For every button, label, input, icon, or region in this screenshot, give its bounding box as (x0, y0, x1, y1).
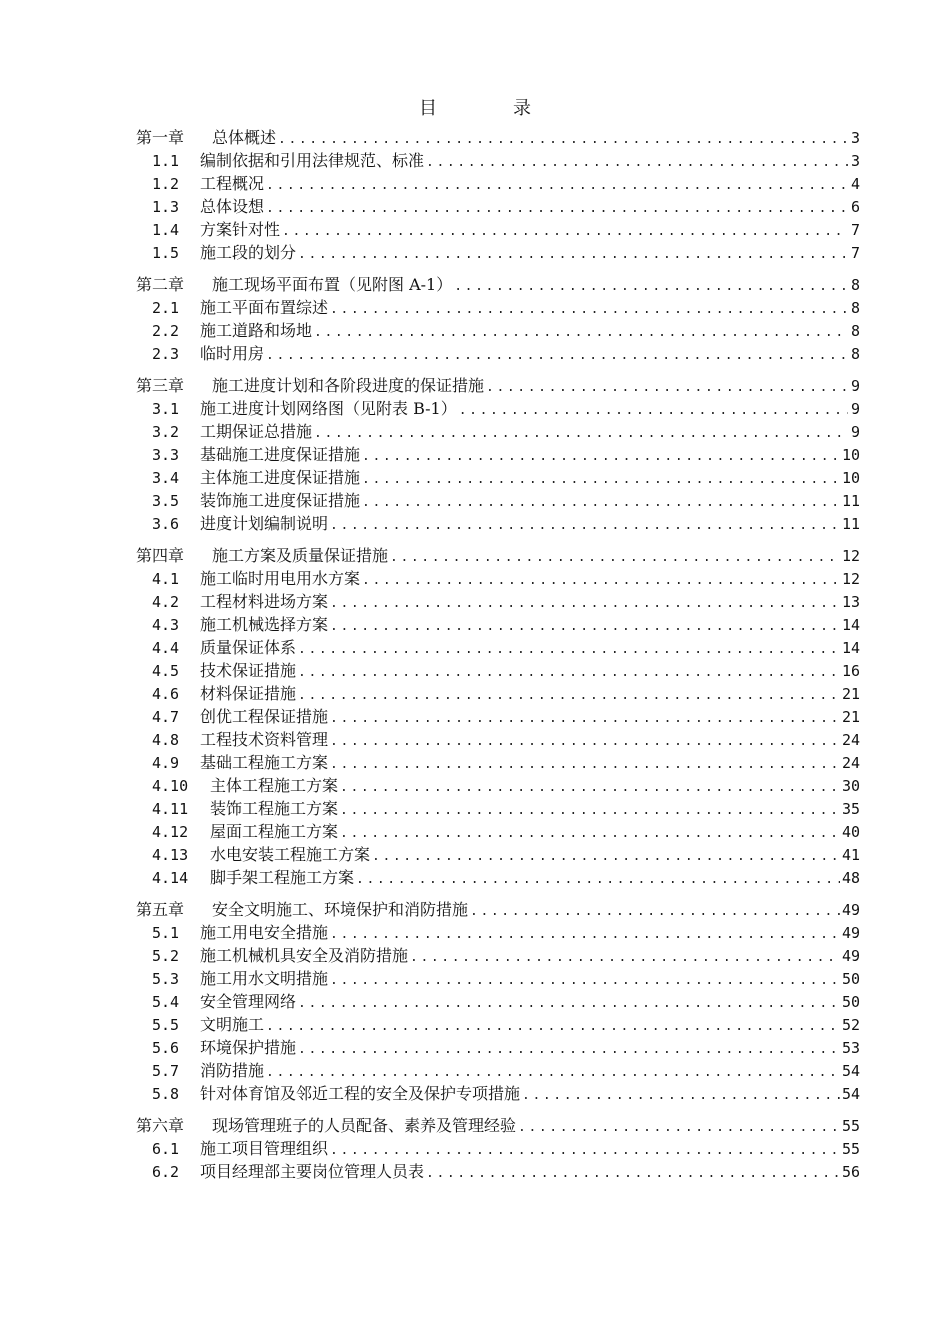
toc-entry-number: 3.3 (152, 446, 180, 464)
toc-page-number: 4 (850, 175, 860, 193)
toc-entry-title: 临时用房 (200, 344, 265, 363)
toc-section-entry[interactable] (136, 967, 860, 990)
toc-section-entry[interactable] (136, 195, 860, 218)
toc-entry-number: 1.3 (152, 198, 180, 216)
toc-section-entry[interactable] (136, 921, 860, 944)
toc-section-entry[interactable] (136, 567, 860, 590)
toc-page-number: 9 (850, 400, 860, 418)
toc-chapter-entry[interactable] (136, 273, 860, 296)
toc-dot-leader (518, 1116, 840, 1137)
toc-entry-title: 主体工程施工方案 (210, 776, 339, 795)
toc-entry-number: 5.6 (152, 1039, 180, 1057)
toc-entry-title: 工程技术资料管理 (200, 730, 329, 749)
toc-section-entry[interactable] (136, 705, 860, 728)
toc-entry-title: 安全管理网络 (200, 992, 297, 1011)
toc-entry-number: 3.6 (152, 515, 180, 533)
toc-entry-title: 屋面工程施工方案 (210, 822, 339, 841)
toc-page-number: 24 (841, 731, 860, 749)
toc-entry-number: 4.11 (152, 800, 189, 818)
toc-section-entry[interactable] (136, 512, 860, 535)
toc-entry-title: 施工机械机具安全及消防措施 (200, 946, 409, 965)
toc-entry-number: 5.2 (152, 947, 180, 965)
toc-page-number: 21 (841, 708, 860, 726)
toc-entry-number: 4.4 (152, 639, 180, 657)
toc-page-number: 14 (841, 639, 860, 657)
toc-entry-number: 3.4 (152, 469, 180, 487)
toc-dot-leader (340, 799, 840, 820)
toc-section-entry[interactable] (136, 797, 860, 820)
toc-page-number: 35 (841, 800, 860, 818)
toc-entry-title: 现场管理班子的人员配备、素养及管理经验 (212, 1116, 517, 1135)
toc-entry-number: 1.5 (152, 244, 180, 262)
table-of-contents (136, 126, 860, 1183)
toc-entry-number: 2.3 (152, 345, 180, 363)
toc-page-number: 13 (841, 593, 860, 611)
toc-entry-title: 施工段的划分 (200, 243, 297, 262)
toc-dot-leader (330, 707, 840, 728)
toc-section-entry[interactable] (136, 1013, 860, 1036)
toc-entry-number: 1.1 (152, 152, 180, 170)
toc-entry-title: 施工道路和场地 (200, 321, 313, 340)
toc-chapter-entry[interactable] (136, 374, 860, 397)
toc-dot-leader (340, 822, 840, 843)
toc-dot-leader (522, 1084, 840, 1105)
toc-page-number: 9 (850, 423, 860, 441)
toc-page-number: 54 (841, 1062, 860, 1080)
toc-section-entry[interactable] (136, 218, 860, 241)
toc-entry-number: 5.8 (152, 1085, 180, 1103)
toc-page-number: 7 (850, 221, 860, 239)
toc-section-entry[interactable] (136, 843, 860, 866)
toc-entry-number: 4.14 (152, 869, 189, 887)
toc-entry-title: 基础施工进度保证措施 (200, 445, 361, 464)
toc-section-entry[interactable] (136, 659, 860, 682)
toc-entry-title: 编制依据和引用法律规范、标准 (200, 151, 425, 170)
toc-dot-leader (330, 592, 840, 613)
toc-entry-title: 装饰工程施工方案 (210, 799, 339, 818)
toc-entry-number: 5.1 (152, 924, 180, 942)
toc-entry-number: 2.2 (152, 322, 180, 340)
toc-page-number: 53 (841, 1039, 860, 1057)
toc-page-number: 8 (850, 299, 860, 317)
toc-page-number: 50 (841, 993, 860, 1011)
toc-dot-leader (426, 151, 848, 172)
toc-entry-title: 施工项目管理组织 (200, 1139, 329, 1158)
toc-dot-leader (266, 344, 848, 365)
toc-entry-number: 4.13 (152, 846, 189, 864)
toc-entry-title: 脚手架工程施工方案 (210, 868, 355, 887)
toc-entry-title: 总体设想 (200, 197, 265, 216)
toc-entry-number: 5.7 (152, 1062, 180, 1080)
toc-page-number: 16 (841, 662, 860, 680)
toc-entry-title: 文明施工 (200, 1015, 265, 1034)
toc-page-number: 8 (850, 345, 860, 363)
toc-entry-number: 4.3 (152, 616, 180, 634)
toc-section-entry[interactable] (136, 319, 860, 342)
toc-dot-leader (470, 900, 840, 921)
toc-entry-number: 2.1 (152, 299, 180, 317)
toc-entry-number: 5.4 (152, 993, 180, 1011)
page-title (0, 94, 950, 120)
toc-entry-title: 装饰施工进度保证措施 (200, 491, 361, 510)
toc-entry-title: 施工用水文明措施 (200, 969, 329, 988)
toc-section-entry[interactable] (136, 172, 860, 195)
toc-section-entry[interactable] (136, 590, 860, 613)
toc-page-number: 49 (841, 901, 860, 919)
toc-entry-title: 项目经理部主要岗位管理人员表 (200, 1162, 425, 1181)
toc-dot-leader (330, 753, 840, 774)
toc-entry-title: 施工进度计划网络图（见附表 B-1） (200, 399, 457, 418)
toc-dot-leader (298, 684, 840, 705)
toc-entry-title: 环境保护措施 (200, 1038, 297, 1057)
toc-entry-title: 工程材料进场方案 (200, 592, 329, 611)
toc-entry-title: 施工用电安全措施 (200, 923, 329, 942)
toc-section-entry[interactable] (136, 944, 860, 967)
toc-page-number: 12 (841, 570, 860, 588)
toc-page-number: 10 (841, 446, 860, 464)
toc-page-number: 21 (841, 685, 860, 703)
toc-section-entry[interactable] (136, 866, 860, 889)
toc-entry-title: 技术保证措施 (200, 661, 297, 680)
toc-entry-number: 6.2 (152, 1163, 180, 1181)
toc-page-number: 50 (841, 970, 860, 988)
toc-dot-leader (362, 569, 840, 590)
toc-entry-title: 安全文明施工、环境保护和消防措施 (212, 900, 469, 919)
toc-section-entry[interactable] (136, 149, 860, 172)
toc-entry-number: 第六章 (136, 1116, 185, 1135)
toc-entry-title: 消防措施 (200, 1061, 265, 1080)
toc-section-entry[interactable] (136, 443, 860, 466)
toc-section-entry[interactable] (136, 1160, 860, 1183)
toc-entry-number: 4.5 (152, 662, 180, 680)
toc-page-number: 7 (850, 244, 860, 262)
toc-page-number: 55 (841, 1117, 860, 1135)
toc-dot-leader (266, 174, 848, 195)
toc-page-number: 14 (841, 616, 860, 634)
toc-chapter-entry[interactable] (136, 544, 860, 567)
toc-dot-leader (340, 776, 840, 797)
toc-entry-number: 第五章 (136, 900, 185, 919)
toc-dot-leader (298, 1038, 840, 1059)
toc-dot-leader (314, 422, 848, 443)
toc-dot-leader (330, 730, 840, 751)
toc-entry-number: 4.10 (152, 777, 189, 795)
toc-section-entry[interactable] (136, 1137, 860, 1160)
toc-section-entry[interactable] (136, 613, 860, 636)
toc-entry-title: 基础工程施工方案 (200, 753, 329, 772)
toc-section-entry[interactable] (136, 296, 860, 319)
toc-entry-title: 材料保证措施 (200, 684, 297, 703)
toc-dot-leader (459, 399, 848, 420)
toc-dot-leader (454, 275, 848, 296)
toc-dot-leader (426, 1162, 840, 1183)
toc-page-number: 56 (841, 1163, 860, 1181)
toc-dot-leader (486, 376, 848, 397)
toc-page-number: 10 (841, 469, 860, 487)
toc-section-entry[interactable] (136, 751, 860, 774)
toc-entry-title: 工期保证总措施 (200, 422, 313, 441)
toc-dot-leader (278, 128, 848, 149)
toc-entry-number: 5.3 (152, 970, 180, 988)
toc-dot-leader (314, 321, 848, 342)
toc-entry-title: 总体概述 (212, 128, 277, 147)
toc-section-entry[interactable] (136, 990, 860, 1013)
toc-dot-leader (330, 923, 840, 944)
toc-section-entry[interactable] (136, 466, 860, 489)
toc-dot-leader (330, 514, 840, 535)
toc-page-number: 54 (841, 1085, 860, 1103)
toc-entry-number: 4.7 (152, 708, 180, 726)
toc-page-number: 41 (841, 846, 860, 864)
toc-dot-leader (372, 845, 840, 866)
toc-dot-leader (298, 243, 848, 264)
toc-entry-number: 4.9 (152, 754, 180, 772)
toc-entry-number: 1.4 (152, 221, 180, 239)
toc-entry-number: 4.1 (152, 570, 180, 588)
toc-entry-number: 第四章 (136, 546, 185, 565)
toc-entry-number: 第一章 (136, 128, 185, 147)
toc-entry-title: 方案针对性 (200, 220, 281, 239)
toc-dot-leader (298, 638, 840, 659)
toc-section-entry[interactable] (136, 682, 860, 705)
toc-entry-title: 施工方案及质量保证措施 (212, 546, 389, 565)
toc-page-number: 3 (850, 129, 860, 147)
toc-entry-title: 主体施工进度保证措施 (200, 468, 361, 487)
title-char-1: 目 (419, 98, 437, 119)
toc-entry-number: 6.1 (152, 1140, 180, 1158)
toc-page-number: 3 (850, 152, 860, 170)
toc-dot-leader (266, 1061, 840, 1082)
toc-chapter-entry[interactable] (136, 126, 860, 149)
toc-entry-number: 3.2 (152, 423, 180, 441)
toc-dot-leader (362, 491, 840, 512)
toc-dot-leader (330, 298, 848, 319)
toc-page-number: 11 (841, 515, 860, 533)
toc-entry-title: 质量保证体系 (200, 638, 297, 657)
toc-entry-number: 第二章 (136, 275, 185, 294)
toc-section-entry[interactable] (136, 636, 860, 659)
toc-chapter-entry[interactable] (136, 1114, 860, 1137)
toc-page-number: 9 (850, 377, 860, 395)
toc-page-number: 6 (850, 198, 860, 216)
toc-section-entry[interactable] (136, 489, 860, 512)
toc-section-entry[interactable] (136, 397, 860, 420)
toc-page-number: 52 (841, 1016, 860, 1034)
toc-page-number: 49 (841, 924, 860, 942)
toc-dot-leader (410, 946, 840, 967)
toc-entry-title: 工程概况 (200, 174, 265, 193)
toc-entry-title: 创优工程保证措施 (200, 707, 329, 726)
toc-entry-title: 针对体育馆及邻近工程的安全及保护专项措施 (200, 1084, 521, 1103)
toc-page-number: 11 (841, 492, 860, 510)
toc-dot-leader (362, 468, 840, 489)
toc-section-entry[interactable] (136, 1082, 860, 1105)
toc-chapter-entry[interactable] (136, 898, 860, 921)
toc-page-number: 30 (841, 777, 860, 795)
toc-dot-leader (298, 992, 840, 1013)
toc-dot-leader (266, 197, 848, 218)
toc-dot-leader (266, 1015, 840, 1036)
toc-page-number: 55 (841, 1140, 860, 1158)
toc-entry-number: 3.5 (152, 492, 180, 510)
toc-section-entry[interactable] (136, 342, 860, 365)
toc-entry-number: 4.2 (152, 593, 180, 611)
toc-entry-title: 施工现场平面布置（见附图 A-1） (212, 275, 453, 294)
toc-page-number: 8 (850, 322, 860, 340)
toc-page-number: 49 (841, 947, 860, 965)
toc-page-number: 12 (841, 547, 860, 565)
toc-page-number: 8 (850, 276, 860, 294)
toc-dot-leader (330, 969, 840, 990)
toc-section-entry[interactable] (136, 1059, 860, 1082)
toc-section-entry[interactable] (136, 1036, 860, 1059)
toc-dot-leader (282, 220, 848, 241)
toc-entry-number: 4.8 (152, 731, 180, 749)
toc-entry-title: 施工临时用电用水方案 (200, 569, 361, 588)
toc-entry-number: 4.12 (152, 823, 189, 841)
toc-page-number: 48 (841, 869, 860, 887)
toc-section-entry[interactable] (136, 241, 860, 264)
toc-page-number: 40 (841, 823, 860, 841)
toc-entry-number: 5.5 (152, 1016, 180, 1034)
toc-dot-leader (330, 1139, 840, 1160)
toc-page-number: 24 (841, 754, 860, 772)
toc-section-entry[interactable] (136, 774, 860, 797)
title-char-2: 录 (513, 98, 531, 119)
toc-dot-leader (330, 615, 840, 636)
toc-section-entry[interactable] (136, 820, 860, 843)
toc-entry-number: 1.2 (152, 175, 180, 193)
toc-dot-leader (362, 445, 840, 466)
toc-entry-title: 施工进度计划和各阶段进度的保证措施 (212, 376, 485, 395)
toc-section-entry[interactable] (136, 728, 860, 751)
toc-entry-number: 3.1 (152, 400, 180, 418)
toc-dot-leader (390, 546, 840, 567)
toc-entry-number: 4.6 (152, 685, 180, 703)
toc-entry-number: 第三章 (136, 376, 185, 395)
toc-entry-title: 施工平面布置综述 (200, 298, 329, 317)
toc-section-entry[interactable] (136, 420, 860, 443)
toc-entry-title: 施工机械选择方案 (200, 615, 329, 634)
toc-dot-leader (356, 868, 840, 889)
toc-entry-title: 水电安装工程施工方案 (210, 845, 371, 864)
toc-dot-leader (298, 661, 840, 682)
toc-entry-title: 进度计划编制说明 (200, 514, 329, 533)
